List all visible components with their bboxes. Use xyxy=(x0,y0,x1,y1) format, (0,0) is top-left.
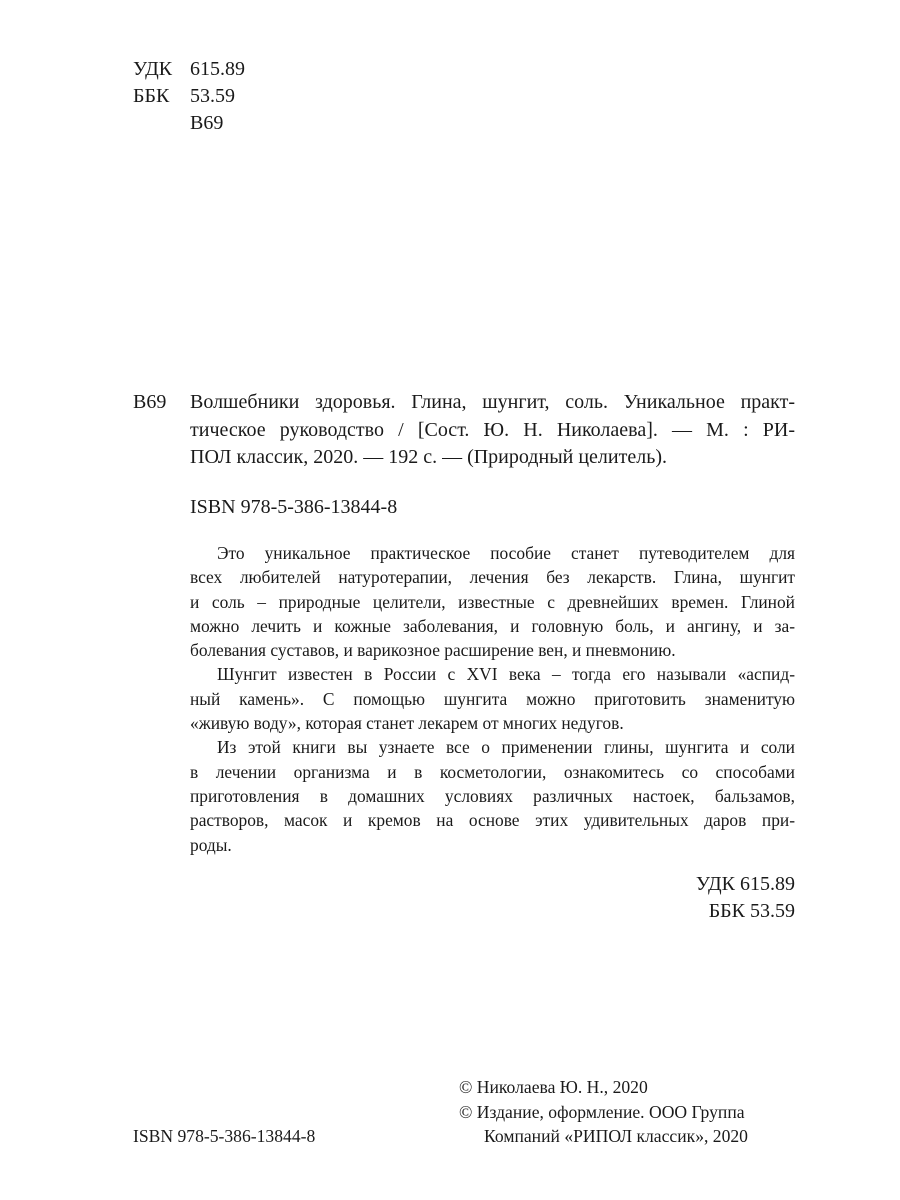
copyright-publisher-continued: Компаний «РИПОЛ классик», 2020 xyxy=(484,1126,748,1146)
isbn-main: ISBN 978-5-386-13844-8 xyxy=(190,496,398,518)
annotation-paragraph xyxy=(190,735,795,856)
annotation-line: всех любителей натуротерапии, лечения без лекарств. Глина, шунгит xyxy=(190,567,795,588)
udk-label: УДК xyxy=(133,58,173,80)
isbn-bottom: ISBN 978-5-386-13844-8 xyxy=(133,1126,316,1146)
bbk-code: ББК 53.59 xyxy=(708,900,795,922)
bib-line: ПОЛ классик, 2020. — 192 с. — (Природный целитель). xyxy=(190,446,667,468)
annotation-paragraph xyxy=(190,662,795,735)
udk-value: 615.89 xyxy=(190,58,245,80)
annotation-line: и соль – природные целители, известные с древнейших времен. Глиной xyxy=(190,591,795,612)
udk-code: УДК 615.89 xyxy=(695,873,795,895)
annotation-line: роды. xyxy=(190,834,232,855)
copyright-author: © Николаева Ю. Н., 2020 xyxy=(459,1077,648,1097)
annotation-line: «живую воду», которая станет лекарем от многих недугов. xyxy=(190,713,624,734)
author-mark: В69 xyxy=(190,112,224,134)
annotation-line: ный камень». С помощью шунгита можно приготовить знаменитую xyxy=(190,688,795,709)
annotation-line: Шунгит известен в России с XVI века – тогда его называли «аспид- xyxy=(217,664,795,685)
entry-author-mark: В69 xyxy=(133,391,167,413)
bbk-row xyxy=(133,83,245,110)
copyright-block xyxy=(459,1075,748,1149)
bbk-label: ББК xyxy=(133,85,170,107)
bib-line: Волшебники здоровья. Глина, шунгит, соль. Уникальное практ- xyxy=(190,391,795,413)
annotation-line: растворов, масок и кремов на основе этих удивительных даров при- xyxy=(190,810,795,831)
annotation-line: болевания суставов, и варикозное расширение вен, и пневмонию. xyxy=(190,640,676,661)
udk-row xyxy=(133,56,245,83)
annotation-line: Из этой книги вы узнаете все о применении глины, шунгита и соли xyxy=(217,737,795,758)
bibliographic-description xyxy=(190,389,795,472)
annotation-line: Это уникальное практическое пособие станет путеводителем для xyxy=(217,543,795,563)
annotation-paragraph xyxy=(190,541,795,662)
annotation-line: приготовления в домашних условиях различных настоек, бальзамов, xyxy=(190,785,795,806)
annotation-line: в лечении организма и в косметологии, ознакомитесь со способами xyxy=(190,761,795,782)
bbk-value: 53.59 xyxy=(190,85,235,107)
classification-codes-top xyxy=(133,56,245,137)
bib-line: тическое руководство / [Сост. Ю. Н. Николаева]. — М. : РИ- xyxy=(190,418,795,441)
annotation-line: можно лечить и кожные заболевания, и головную боль, и ангину, и за- xyxy=(190,615,795,636)
copyright-publisher: © Издание, оформление. ООО Группа xyxy=(459,1101,745,1122)
classification-codes-bottom xyxy=(696,871,795,925)
annotation xyxy=(190,541,795,857)
